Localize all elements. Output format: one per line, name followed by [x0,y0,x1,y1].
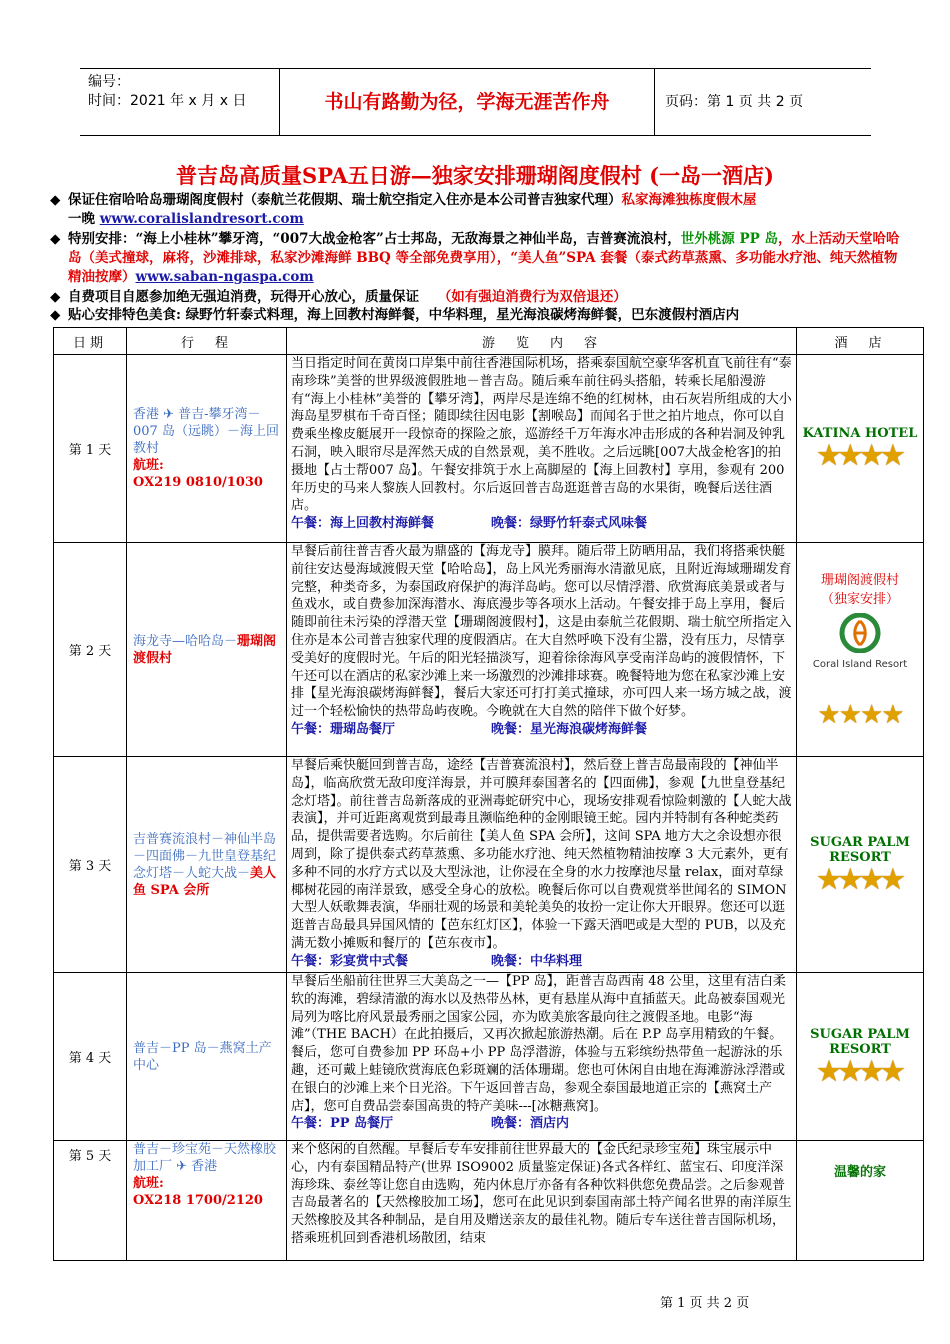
hotel-name: SUGAR PALM RESORT [810,834,910,865]
bullet-text: 保证住宿哈哈岛珊瑚阁度假村（泰航兰花假期、瑞士航空指定入住亦是本公司普吉独家代理） [68,192,622,208]
route-cell [127,1141,287,1261]
desc-text: 早餐后乘快艇回到普吉岛，途经【吉普赛流浪村】，然后登上普吉岛最南段的【神仙半岛】，临高欣赏无敌印度洋海景，并可膜拜泰国著名的【四面佛】，参观【九世皇登基纪念灯塔】。前往普吉岛新落成的亚洲毒蛇研究中心，现场安排观看惊险刺激的【人蛇大战表演】，并可近距离观赏到最毒且濒临绝种的金刚眼镜王蛇。园内并特制有各种蛇类药品，提供需要者选购。尔后前往【美人鱼 SPA 会所】，这间 SPA 地方大之余设想亦很周到，除了提供泰式药草蒸熏、多功能水疗池、纯天然植物精油按摩 3 大元素外，更有多种不同的水疗方式以及大型泳池，让你浸在全身的水力按摩池尽量 relax，面对草绿椰树花园的南洋景致，感受全身心的放松。晚餐后你可以自费观赏举世闻名的 SIMON 大型人妖歌舞表演，华丽壮观的场景和美轮美奂的妆扮一定让你大开眼界。您还可以逛逛普吉岛最具异国风情的【芭东红灯区】，体验一下露天酒吧或是大型的 PUB，以及充满无数小摊贩和餐厅的【芭东夜市】。 [291,758,792,951]
lunch-text: 午餐：彩宴赏中式餐 [291,953,409,969]
header-motto: 书山有路勤为径，学海无涯苦作舟 [280,69,655,135]
bullet-diamond-icon: ◆ [50,307,61,323]
route-highlight: 珊瑚阁渡假村 [133,633,277,666]
day-cell: 第 4 天 [54,973,127,1141]
dinner-text: 晚餐：酒店内 [491,1116,570,1132]
hotel-cell: 温馨的家 [797,1141,924,1261]
desc-cell [287,757,797,973]
day-cell: 第 2 天 [54,543,127,757]
itinerary-table [53,327,924,1261]
table-row [54,973,924,1141]
lunch-text: 午餐：珊瑚岛餐厅 [291,721,396,737]
spa-link[interactable]: www.saban-ngaspa.com [135,269,314,285]
hotel-note: （独家安排） [820,592,899,607]
hotel-name: SUGAR PALM RESORT [810,1026,910,1057]
bullet-diamond-icon: ◆ [50,192,61,208]
bullet-highlight: 私家海滩独栋度假木屋 [621,192,757,208]
route-cell [127,543,287,757]
page-header [80,68,871,136]
header-meta [80,69,280,135]
table-row [54,1141,924,1261]
desc-cell [287,355,797,543]
bullet-text: 自费项目自愿参加绝无强迫消费，玩得开心放心，质量保证 [68,289,419,305]
table-header-row [54,328,924,355]
bullet-highlight: ，水上活动天堂哈哈岛（美式撞球，麻将，沙滩排球，私家沙滩海鲜 BBQ 等全部免费享用），“美人鱼”SPA 套餐（泰式药草蒸熏、多功能水疗池、纯天然植物精油按摩） [68,231,900,285]
star-rating-icon: ★★★★ [817,441,903,471]
flight-number: OX218 1700/2120 [133,1193,263,1208]
day-cell: 第 3 天 [54,757,127,973]
col-header: 日期 [54,328,127,355]
desc-text: 当日指定时间在黄岗口岸集中前往香港国际机场，搭乘泰国航空豪华客机直飞前往有“泰南珍珠”美誉的世界级渡假胜地－普吉岛。随后乘车前往码头搭船，转乘长尾船漫游有“海上小桂林”美誉的【攀牙湾】，两岸尽是连绵不绝的红树林，由石灰岩所组成的大小海岛星罗棋布千奇百怪；随即续往因电影【割喉岛】而闻名于世之拍片地点，你可以自费乘坐橡皮艇展开一段惊奇的探险之旅，巡游经千万年海水冲击形成的各种岩洞及钟乳石洞，映入眼帘尽是浑然天成的自然景观，美不胜收。之后远眺[007大战金枪客]的拍摄地【占士帮007 岛】。午餐安排筑于水上高脚屋的【海上回教村】享用，参观有 200 年历史的马来人黎族人回教村。尔后返回普吉岛逛逛普吉岛的水果街，晚餐后送往酒店。 [291,356,792,514]
hotel-cell [797,973,924,1141]
bullet-item [50,230,910,287]
desc-cell [287,973,797,1141]
flight-label: 航班: [133,1176,164,1191]
hotel-cell [797,543,924,757]
star-rating-icon: ★★★★ [817,864,903,895]
bullet-item [50,306,910,325]
flight-number: OX219 0810/1030 [133,475,263,490]
bullet-text: 贴心安排特色美食: 绿野竹轩泰式料理，海上回教村海鲜餐，中华料理，星光海浪碳烤海鲜餐，巴东渡假村酒店内 [68,307,740,323]
flight-label: 航班: [133,458,164,473]
col-header: 游 览 内 容 [287,328,797,355]
desc-text: 早餐后前往普吉香火最为鼎盛的【海龙寺】膜拜。随后带上防晒用品，我们将搭乘快艇前往安达曼海域渡假天堂【哈哈岛】，岛上风光秀丽海水清澈见底，且附近海域珊瑚发育完整，种类奇多，为泰国政府保护的海洋岛屿。您可以尽情浮潜、欣赏海底美景或者与鱼戏水，或自费参加深海潜水、海底漫步等各项水上活动。午餐安排于岛上享用，餐后随即前往未污染的浮潜天堂【珊瑚阁渡假村】，这是由泰航兰花假期、瑞士航空所指定入住亦是本公司普吉独家代理的度假酒店。在大自然呼唤下没有尘嚣，没有压力，尽情享受美好的度假时光。午后的阳光轻描淡写，迎着徐徐海风享受南洋岛屿的渡假情怀，下午还可以在酒店的私家沙滩上来一场激烈的沙滩排球赛。晚餐特地为您在私家沙滩上安排【星光海浪碳烤海鲜餐】，餐后大家还可打打美式撞球，亦可四人来一场方城之战，渡过一个轻松愉快的热带岛屿夜晚。今晚就在大自然的陪伴下做个好梦。 [291,544,792,720]
star-rating-icon: ★★★★ [817,1056,903,1087]
route-text: 香港 ✈ 普吉-攀牙湾－007 岛（远眺）－海上回教村 [133,407,279,456]
table-row [54,543,924,757]
meal-line [291,953,792,971]
bullet-highlight: 世外桃源 PP 岛 [680,231,778,247]
dinner-text: 晚餐：绿野竹轩泰式风味餐 [491,516,648,532]
route-cell: 普吉－PP 岛－燕窝土产中心 [127,973,287,1141]
meal-line [291,515,792,533]
meal-line [291,1115,792,1133]
bullet-item [50,288,910,307]
coral-island-logo-icon [825,613,895,653]
hotel-cell [797,355,924,543]
dinner-text: 晚餐：星光海浪碳烤海鲜餐 [491,721,648,737]
desc-text: 早餐后坐船前往世界三大美岛之一—【PP 岛】，距普吉岛西南 48 公里，这里有洁白柔软的海滩，碧绿清澈的海水以及热带丛林，更有悬崖从海中直插蓝天。此岛被泰国观光局列为喀比府风景最秀丽之国家公园，亦为欧美旅客最向往之渡假圣地。电影“海滩”（THE BACH）在此拍摄后，又再次掀起旅游热潮。后在 P.P 岛享用精致的午餐。餐后，您可自费参加 PP 环岛+小 PP 岛浮潜游，体验与五彩缤纷热带鱼一起游泳的乐趣，还可戴上蛙镜欣赏海底色彩斑斓的活体珊瑚。您也可休闲自由地在海滩游泳浮潜或在银白的沙滩上来个日光浴。下午返回普吉岛，参观全泰国最地道正宗的【燕窝土产店】，您可自费品尝泰国高贵的特产美味---[冰糖燕窝]。 [291,974,786,1114]
page-footer: 第 1 页 共 2 页 [660,1296,750,1311]
route-text: 吉普赛流浪村－神仙半岛－四面佛－九世皇登基纪念灯塔－人蛇大战－ [133,831,277,881]
header-page-info: 页码：第 1 页 共 2 页 [665,94,804,110]
table-row [54,355,924,543]
route-text: 海龙寺—哈哈岛－ [133,633,238,649]
lunch-text: 午餐：PP 岛餐厅 [291,1116,394,1132]
resort-link[interactable]: www.coralislandresort.com [99,211,304,227]
bullet-text: 特别安排：“海上小桂林”攀牙湾，“007大战金枪客”占士邦岛，无敌海景之神仙半岛，吉普赛流浪村， [68,231,681,247]
route-cell [127,355,287,543]
meal-line [291,721,792,739]
col-header: 行 程 [127,328,287,355]
bullet-text: 一晚 [68,211,95,227]
bullet-diamond-icon: ◆ [50,231,61,247]
hotel-name: KATINA HOTEL [802,426,918,441]
hotel-name: 珊瑚阁渡假村 [820,573,899,588]
col-header: 酒 店 [797,328,924,355]
route-cell [127,757,287,973]
desc-cell [287,543,797,757]
desc-cell [287,1141,797,1261]
route-text: 普吉－珍宝苑－天然橡胶加工厂 ✈ 香港 [133,1142,277,1174]
day-cell: 第 1 天 [54,355,127,543]
hotel-cell [797,757,924,973]
bullet-highlight: （如有强迫消费行为双倍退还） [437,289,627,305]
number-label: 编号： [88,74,130,90]
star-rating-icon: ★★★★ [817,700,903,730]
bullet-item [50,191,910,229]
lunch-text: 午餐：海上回教村海鲜餐 [291,516,435,532]
time-label: 时间：2021 年 x 月 x 日 [88,93,247,109]
dinner-text: 晚餐：中华料理 [491,953,583,969]
table-row [54,757,924,973]
bullet-diamond-icon: ◆ [50,289,61,305]
route-highlight: 美人鱼 SPA 会所 [133,865,277,898]
day-cell: 第 5 天 [54,1141,127,1261]
page-title: 普吉岛高质量SPA五日游—独家安排珊瑚阁度假村 (一岛一酒店) [176,163,774,188]
logo-caption: Coral Island Resort [812,659,908,670]
desc-text: 来个悠闲的自然醒。早餐后专车安排前往世界最大的【金氏纪录珍宝苑】珠宝展示中心，内有泰国精品特产(世界 ISO9002 质量鉴定保证)各式各样红、蓝宝石、印度洋深海珍珠、泰丝等让您自由选购，苑内休息厅亦备有各种饮料供您免费品尝。之后参观普吉岛最著名的【天然橡胶加工场】，您可在此见识到泰国南部土特产闻名世界的南洋原生天然橡胶及其各种制品，是自用及赠送亲友的最佳礼物。随后专车送往普吉国际机场，搭乘班机回到香港机场散团，结束 [291,1142,792,1246]
